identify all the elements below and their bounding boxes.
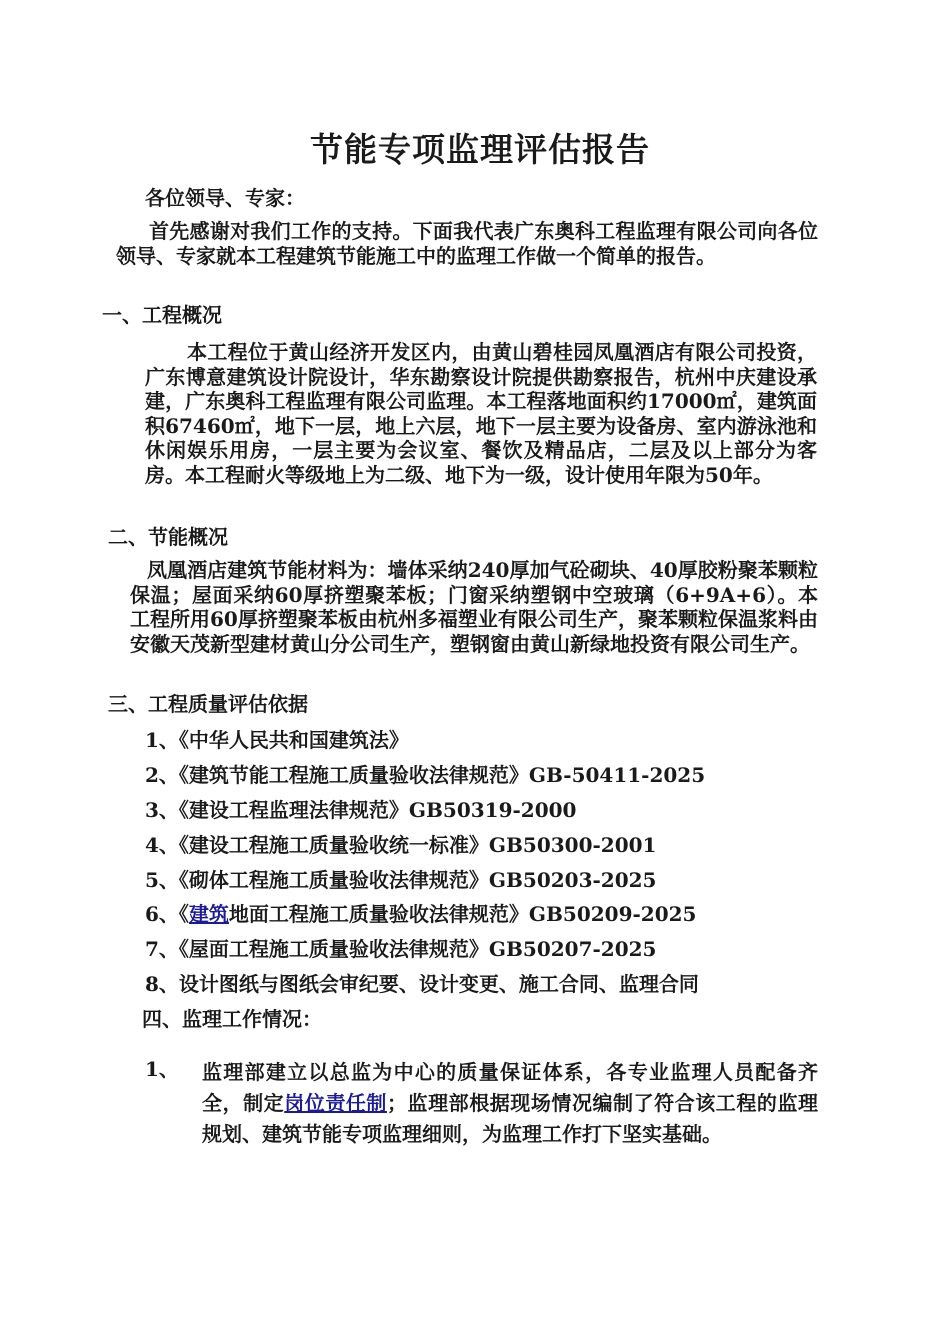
section-heading-overview: 一、工程概况 xyxy=(102,303,222,327)
section-heading-supervision: 四、监理工作情况： xyxy=(142,1007,322,1031)
energy-overview-paragraph: 凤凰酒店建筑节能材料为：墙体采纳240厚加气砼砌块、40厚胶粉聚苯颗粒保温；屋面采纳60厚挤塑聚苯板；门窗采纳塑钢中空玻璃（6+9A+6）。本工程所用60厚挤塑聚苯板由杭州多福塑业有限公司生产，聚苯颗粒保温浆料由安徽天茂新型建材黄山分公司生产，塑钢窗由黄山新绿地投资有限公司生产。 xyxy=(130,558,818,656)
list-item: 1、《中华人民共和国建筑法》 xyxy=(145,728,409,752)
list-item: 8、设计图纸与图纸会审纪要、设计变更、施工合同、监理合同 xyxy=(145,972,699,997)
project-overview-paragraph: 本工程位于黄山经济开发区内，由黄山碧桂园凤凰酒店有限公司投资，广东博意建筑设计院设计，华东勘察设计院提供勘察报告，杭州中庆建设承建，广东奥科工程监理有限公司监理。本工程落地面积约17000㎡，建筑面积67460㎡，地下一层，地上六层，地下一层主要为设备房、室内游泳池和休闲娱乐用房，一层主要为会议室、餐饮及精品店，二层及以上部分为客房。本工程耐火等级地上为二级、地下为一级，设计使用年限为50年。 xyxy=(145,340,817,487)
greeting: 各位领导、专家： xyxy=(145,186,305,210)
list-item: 2、《建筑节能工程施工质量验收法律规范》GB-50411-2025 xyxy=(145,762,706,787)
work-item-text-continued: ；监理部根据现场情况编制了符合该工程的监理规划、建筑节能专项监理细则，为监理工作打下坚实基础。 xyxy=(202,1091,819,1146)
list-item: 7、《屋面工程施工质量验收法律规范》GB50207-2025 xyxy=(145,937,657,962)
list-item-suffix: 地面工程施工质量验收法律规范》GB50209-2025 xyxy=(228,902,697,927)
list-item-prefix: 6、《 xyxy=(145,902,189,927)
job-responsibility-link[interactable]: 岗位责任制 xyxy=(284,1091,387,1115)
list-item: 4、《建设工程施工质量验收统一标准》GB50300-2001 xyxy=(145,832,657,857)
section-heading-energy: 二、节能概况 xyxy=(108,525,228,549)
list-item: 5、《砌体工程施工质量验收法律规范》GB50203-2025 xyxy=(145,867,657,892)
intro-paragraph: 首先感谢对我们工作的支持。下面我代表广东奥科工程监理有限公司向各位领导、专家就本工程建筑节能施工中的监理工作做一个简单的报告。 xyxy=(116,219,818,268)
work-item-text: 监理部建立以总监为中心的质量保证体系，各专业监理人员配备齐全，制定 xyxy=(202,1060,818,1115)
list-item: 3、《建设工程监理法律规范》GB50319-2000 xyxy=(145,797,577,822)
basis-list xyxy=(145,728,705,1007)
section-heading-basis: 三、工程质量评估依据 xyxy=(108,692,308,716)
list-item xyxy=(145,902,705,937)
work-item-number: 1、 xyxy=(145,1057,179,1081)
work-item-paragraph xyxy=(202,1057,818,1150)
building-link[interactable]: 建筑 xyxy=(188,902,229,927)
document-title: 节能专项监理评估报告 xyxy=(310,130,650,169)
